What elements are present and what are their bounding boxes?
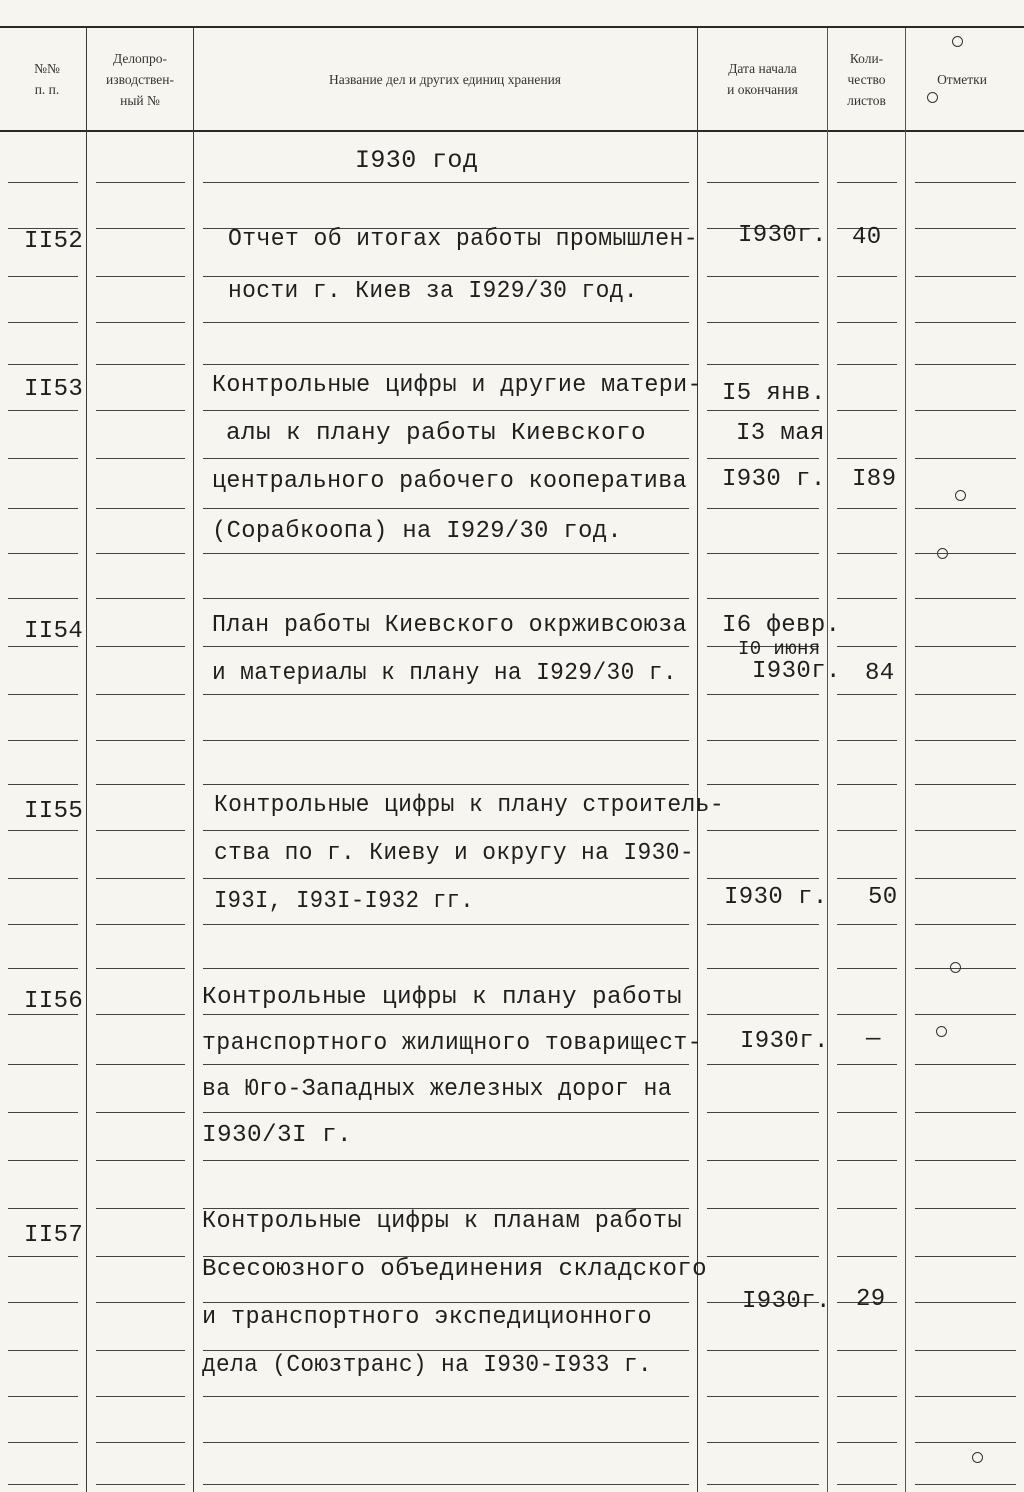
ruled-line <box>707 1396 819 1397</box>
ruled-line <box>707 598 819 599</box>
ruled-line <box>203 784 689 785</box>
ruled-line <box>707 182 819 183</box>
entry-title-line: транспортного жилищного товарищест- <box>202 1030 702 1057</box>
ruled-line <box>707 410 819 411</box>
ruled-line <box>915 1160 1016 1161</box>
ruled-line <box>915 458 1016 459</box>
ruled-line <box>915 740 1016 741</box>
ruled-line <box>707 1256 819 1257</box>
ruled-line <box>915 784 1016 785</box>
ruled-line <box>8 740 78 741</box>
ruled-line <box>837 364 897 365</box>
ruled-line <box>8 1350 78 1351</box>
ruled-line <box>96 458 185 459</box>
entry-date-line: I5 янв. <box>722 380 826 407</box>
entry-title-line: алы к плану работы Киевского <box>226 420 646 447</box>
ruled-line <box>707 276 819 277</box>
ruled-line <box>96 1302 185 1303</box>
ruled-line <box>837 1442 897 1443</box>
entry-title-line: ва Юго-Западных железных дорог на <box>202 1076 672 1103</box>
margin-strike-mark <box>924 553 950 554</box>
margin-circle-mark <box>950 962 961 973</box>
entry-title-line: ности г. Киев за I929/30 год. <box>228 278 638 305</box>
ruled-line <box>203 924 689 925</box>
ruled-line <box>915 182 1016 183</box>
ruled-line <box>8 878 78 879</box>
ruled-line <box>707 364 819 365</box>
ruled-line <box>8 410 78 411</box>
ruled-line <box>203 1064 689 1065</box>
entry-number: II55 <box>24 798 84 825</box>
ruled-line <box>96 740 185 741</box>
ruled-line <box>96 508 185 509</box>
entry-sheets: I89 <box>852 466 897 493</box>
ruled-line <box>915 968 1016 969</box>
entry-sheets: 50 <box>868 884 898 911</box>
ruled-line <box>203 646 689 647</box>
header-dates: Дата начала и окончания <box>727 61 798 97</box>
entry-title-line: дела (Союзтранс) на I930-I933 г. <box>202 1352 652 1379</box>
ruled-line <box>707 1442 819 1443</box>
ruled-line <box>915 1350 1016 1351</box>
ruled-line <box>203 1160 689 1161</box>
ruled-line <box>203 1112 689 1113</box>
ruled-line <box>915 1112 1016 1113</box>
header-number: №№ п. п. <box>34 61 60 97</box>
entry-number: II52 <box>24 228 84 255</box>
ruled-line <box>915 694 1016 695</box>
ruled-line <box>915 1442 1016 1443</box>
ruled-line <box>707 878 819 879</box>
header-bottom-rule <box>0 130 1024 132</box>
ruled-line <box>837 924 897 925</box>
ruled-line <box>96 646 185 647</box>
ruled-line <box>203 1350 689 1351</box>
ruled-line <box>203 458 689 459</box>
ruled-line <box>837 740 897 741</box>
entry-sheets: — <box>866 1026 881 1053</box>
ruled-line <box>8 1064 78 1065</box>
ruled-line <box>915 322 1016 323</box>
ruled-line <box>96 553 185 554</box>
ruled-line <box>707 322 819 323</box>
ruled-line <box>837 1112 897 1113</box>
ruled-line <box>837 968 897 969</box>
ruled-line <box>8 694 78 695</box>
entry-date-line: I930 г. <box>724 884 828 911</box>
ruled-line <box>837 1064 897 1065</box>
header-title: Название дел и других единиц хранения <box>328 71 562 87</box>
ruled-line <box>96 598 185 599</box>
ruled-line <box>8 598 78 599</box>
ruled-line <box>837 1256 897 1257</box>
ruled-line <box>203 694 689 695</box>
ruled-line <box>203 968 689 969</box>
ruled-line <box>8 322 78 323</box>
ruled-line <box>203 182 689 183</box>
ruled-line <box>707 830 819 831</box>
ruled-line <box>203 322 689 323</box>
entry-number: II56 <box>24 988 84 1015</box>
ruled-line <box>837 598 897 599</box>
ruled-line <box>915 228 1016 229</box>
column-divider <box>905 28 906 1492</box>
ruled-line <box>837 410 897 411</box>
entry-title-line: Контрольные цифры и другие матери- <box>212 372 702 399</box>
entry-title-line: Отчет об итогах работы промышлен- <box>228 226 698 253</box>
ruled-line <box>203 1442 689 1443</box>
ruled-line <box>96 878 185 879</box>
ruled-line <box>203 410 689 411</box>
ruled-line <box>707 1014 819 1015</box>
ruled-line <box>8 924 78 925</box>
entry-title-line: Всесоюзного объединения складского <box>202 1256 707 1283</box>
ruled-line <box>837 784 897 785</box>
entry-date-line: I930 г. <box>722 466 826 493</box>
ruled-line <box>203 364 689 365</box>
entry-date-line: I930г. <box>752 658 841 685</box>
column-divider <box>86 28 87 1492</box>
ruled-line <box>915 646 1016 647</box>
margin-circle-mark <box>952 36 963 47</box>
ruled-line <box>8 1208 78 1209</box>
margin-circle-mark <box>936 1026 947 1037</box>
entry-date-line: I930г. <box>740 1028 829 1055</box>
ruled-line <box>837 830 897 831</box>
ruled-line <box>707 1484 819 1485</box>
ruled-line <box>707 1112 819 1113</box>
ruled-line <box>8 830 78 831</box>
ruled-line <box>8 364 78 365</box>
ruled-line <box>837 1014 897 1015</box>
ruled-line <box>837 458 897 459</box>
ruled-line <box>915 364 1016 365</box>
ruled-line <box>96 182 185 183</box>
ruled-line <box>915 830 1016 831</box>
entry-title-line: и материалы к плану на I929/30 г. <box>212 660 677 687</box>
ruled-line <box>96 694 185 695</box>
entry-title-line: центрального рабочего кооператива <box>212 468 687 495</box>
ruled-line <box>96 322 185 323</box>
ruled-line <box>96 1442 185 1443</box>
ruled-line <box>915 1256 1016 1257</box>
entry-sheets: 84 <box>865 660 895 687</box>
ruled-line <box>96 924 185 925</box>
entry-title-line: Контрольные цифры к плану работы <box>202 984 682 1011</box>
ruled-line <box>8 784 78 785</box>
ruled-line <box>707 458 819 459</box>
ruled-line <box>915 1396 1016 1397</box>
header-sheets: Коли- чество листов <box>847 50 886 108</box>
ruled-line <box>96 830 185 831</box>
ruled-line <box>96 364 185 365</box>
ruled-line <box>203 1302 689 1303</box>
ruled-line <box>203 553 689 554</box>
ruled-line <box>96 228 185 229</box>
ruled-line <box>915 276 1016 277</box>
ruled-line <box>837 553 897 554</box>
ruled-line <box>8 1484 78 1485</box>
ruled-line <box>8 646 78 647</box>
ruled-line <box>96 1064 185 1065</box>
entry-date-line: I6 февр. <box>722 612 841 639</box>
ruled-line <box>96 1014 185 1015</box>
entry-date-line: I0 июня <box>738 638 821 660</box>
ruled-line <box>837 322 897 323</box>
header-office-number: Делопро- изводствен- ный № <box>106 50 174 108</box>
ruled-line <box>8 1302 78 1303</box>
ruled-line <box>203 1396 689 1397</box>
margin-circle-mark <box>972 1452 983 1463</box>
ruled-line <box>837 1396 897 1397</box>
ruled-line <box>915 1208 1016 1209</box>
ruled-line <box>915 508 1016 509</box>
entry-title-line: Контрольные цифры к планам работы <box>202 1208 682 1235</box>
ruled-line <box>707 694 819 695</box>
ruled-line <box>203 508 689 509</box>
ruled-line <box>837 694 897 695</box>
margin-circle-mark <box>927 92 938 103</box>
ruled-line <box>8 182 78 183</box>
ruled-line <box>8 553 78 554</box>
ruled-line <box>915 598 1016 599</box>
header-notes: Отметки <box>937 71 987 87</box>
entry-number: II54 <box>24 618 84 645</box>
ruled-line <box>96 410 185 411</box>
ruled-line <box>915 924 1016 925</box>
ruled-line <box>203 740 689 741</box>
entry-date-line: I3 мая <box>736 420 825 447</box>
entry-title-line: (Сорабкоопа) на I929/30 год. <box>212 518 622 545</box>
ruled-line <box>203 598 689 599</box>
ruled-line <box>707 1208 819 1209</box>
ruled-line <box>837 1350 897 1351</box>
ruled-line <box>203 1484 689 1485</box>
ruled-line <box>96 784 185 785</box>
ruled-line <box>707 784 819 785</box>
column-divider <box>193 28 194 1492</box>
ruled-line <box>96 1396 185 1397</box>
ruled-line <box>707 1064 819 1065</box>
ruled-line <box>8 1442 78 1443</box>
ruled-line <box>8 1256 78 1257</box>
ruled-line <box>837 1484 897 1485</box>
ruled-line <box>707 740 819 741</box>
ruled-line <box>837 1208 897 1209</box>
ruled-line <box>203 276 689 277</box>
ruled-line <box>837 508 897 509</box>
ruled-line <box>8 1160 78 1161</box>
ruled-line <box>915 1302 1016 1303</box>
ruled-line <box>915 410 1016 411</box>
ruled-line <box>96 968 185 969</box>
ruled-line <box>8 508 78 509</box>
ruled-line <box>96 276 185 277</box>
entry-title-line: Контрольные цифры к плану строитель- <box>214 792 724 819</box>
ruled-line <box>203 878 689 879</box>
ruled-line <box>203 1014 689 1015</box>
header-top-rule <box>0 26 1024 28</box>
ruled-line <box>96 1208 185 1209</box>
ruled-line <box>837 878 897 879</box>
ruled-line <box>96 1256 185 1257</box>
ruled-line <box>8 968 78 969</box>
ruled-line <box>915 1064 1016 1065</box>
ruled-line <box>915 1014 1016 1015</box>
column-divider <box>827 28 828 1492</box>
margin-circle-mark <box>955 490 966 501</box>
entry-title-line: и транспортного экспедиционного <box>202 1304 652 1331</box>
ruled-line <box>837 1160 897 1161</box>
ruled-line <box>203 830 689 831</box>
entry-title-line: ства по г. Киеву и округу на I930- <box>214 840 694 867</box>
ruled-line <box>915 878 1016 879</box>
ruled-line <box>707 508 819 509</box>
ruled-line <box>96 1160 185 1161</box>
ruled-line <box>837 646 897 647</box>
entry-date-line: I930г. <box>738 222 827 249</box>
ruled-line <box>707 553 819 554</box>
entry-title-line: План работы Киевского окрживсоюза <box>212 612 687 639</box>
ruled-line <box>837 276 897 277</box>
entry-number: II57 <box>24 1222 84 1249</box>
ruled-line <box>707 1160 819 1161</box>
section-heading: I930 год <box>355 146 479 175</box>
ruled-line <box>96 1350 185 1351</box>
ruled-line <box>707 924 819 925</box>
ruled-line <box>837 182 897 183</box>
ruled-line <box>96 1112 185 1113</box>
entry-sheets: 40 <box>852 224 882 251</box>
ruled-line <box>8 1112 78 1113</box>
entry-number: II53 <box>24 376 84 403</box>
entry-title-line: I930/3I г. <box>202 1122 352 1149</box>
ruled-line <box>96 1484 185 1485</box>
ruled-line <box>8 458 78 459</box>
ruled-line <box>8 1396 78 1397</box>
ruled-line <box>8 276 78 277</box>
entry-sheets: 29 <box>856 1286 886 1313</box>
ruled-line <box>707 1350 819 1351</box>
entry-date-line: I930г. <box>742 1288 831 1315</box>
ruled-line <box>915 1484 1016 1485</box>
entry-title-line: I93I, I93I-I932 гг. <box>214 888 474 915</box>
ruled-line <box>707 968 819 969</box>
